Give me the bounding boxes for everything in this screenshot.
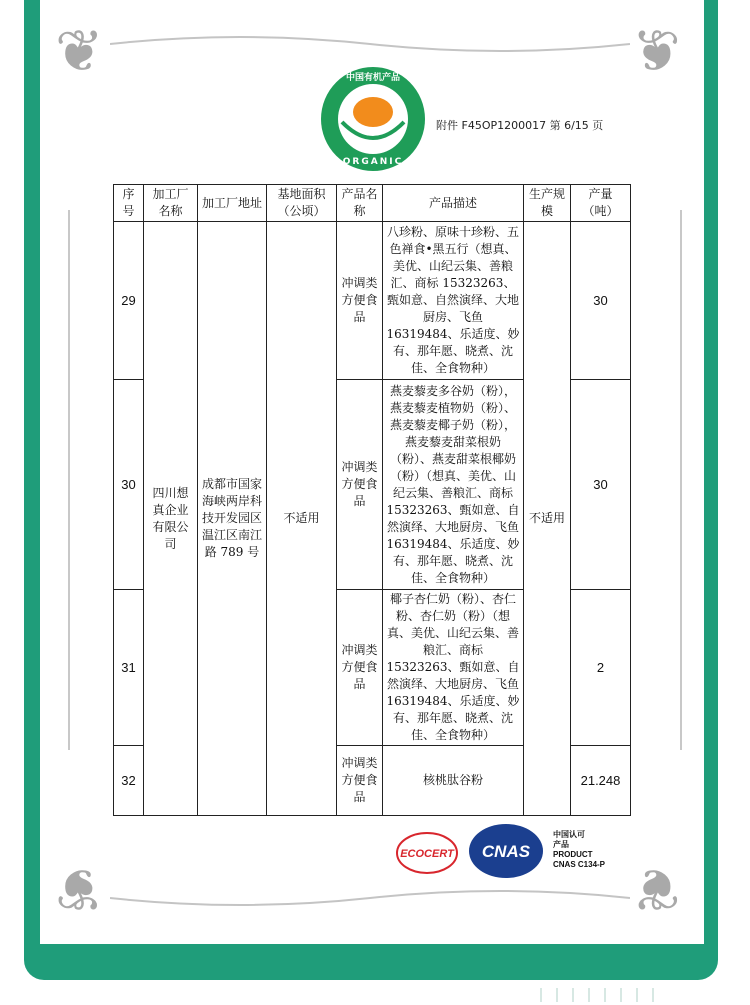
output-tons: 2 bbox=[571, 590, 631, 746]
row-no: 31 bbox=[114, 590, 144, 746]
header-factory-address: 加工厂地址 bbox=[198, 185, 267, 222]
header-product-name: 产品名称 bbox=[337, 185, 383, 222]
header-factory-name: 加工厂名称 bbox=[144, 185, 198, 222]
row-no: 29 bbox=[114, 222, 144, 380]
ornament-top-line bbox=[110, 34, 630, 54]
ornament-bottom-right-icon: ❦ bbox=[632, 855, 681, 923]
product-name: 冲调类方便食品 bbox=[337, 746, 383, 816]
product-desc: 核桃肽谷粉 bbox=[383, 746, 524, 816]
base-area: 不适用 bbox=[267, 222, 337, 816]
production-scale: 不适用 bbox=[524, 222, 571, 816]
header-scale: 生产规模 bbox=[524, 185, 571, 222]
ornament-bottom-left-icon: ❦ bbox=[55, 855, 104, 923]
product-name: 冲调类方便食品 bbox=[337, 222, 383, 380]
output-tons: 30 bbox=[571, 380, 631, 590]
china-organic-logo bbox=[318, 64, 428, 174]
cnas-line-1: 中国认可 bbox=[553, 830, 585, 839]
attachment-page-info: 附件 F45OP1200017 第 6/15 页 bbox=[436, 119, 604, 132]
product-table bbox=[113, 184, 631, 816]
cnas-logo bbox=[467, 822, 545, 880]
decorative-stripes bbox=[540, 988, 720, 1002]
ecocert-text: ECOCERT bbox=[400, 848, 454, 860]
output-tons: 21.248 bbox=[571, 746, 631, 816]
row-no: 30 bbox=[114, 380, 144, 590]
header-no: 序号 bbox=[114, 185, 144, 222]
cnas-line-4: CNAS C134-P bbox=[553, 860, 606, 869]
output-tons: 30 bbox=[571, 222, 631, 380]
product-desc: 椰子杏仁奶（粉）、杏仁粉、杏仁奶（粉）（想真、美优、山纪云集、善粮汇、商标 15323263、甄如意、自然演绎、大地厨房、飞鱼 16319484、乐适度、妙有、那年愿、晓煮、沈佳、全食物种） bbox=[383, 590, 524, 746]
table-header-row bbox=[114, 185, 631, 222]
cnas-line-2: 产品 bbox=[553, 840, 569, 849]
cnas-product-label bbox=[553, 830, 605, 870]
logo-bottom-text: ORGANIC bbox=[342, 157, 404, 167]
ornament-bottom-line bbox=[110, 888, 630, 908]
ornament-right-border bbox=[672, 210, 690, 750]
ornament-left-border bbox=[60, 210, 78, 750]
certification-logos bbox=[395, 822, 635, 882]
ornament-top-left-icon: ❦ bbox=[55, 17, 104, 85]
cnas-text: CNAS bbox=[481, 842, 531, 861]
product-name: 冲调类方便食品 bbox=[337, 380, 383, 590]
product-desc: 八珍粉、原味十珍粉、五色禅食•黑五行（想真、美优、山纪云集、善粮汇、商标 15323263、甄如意、自然演绎、大地厨房、飞鱼 16319484、乐适度、妙有、那年愿、晓煮、沈佳、全食物种） bbox=[383, 222, 524, 380]
header-base-area: 基地面积（公顷） bbox=[267, 185, 337, 222]
ornament-top-right-icon: ❦ bbox=[632, 17, 681, 85]
cnas-line-3: PRODUCT bbox=[553, 850, 593, 859]
row-no: 32 bbox=[114, 746, 144, 816]
product-name: 冲调类方便食品 bbox=[337, 590, 383, 746]
header-product-desc: 产品描述 bbox=[383, 185, 524, 222]
company-address: 成都市国家海峡两岸科技开发园区温江区南江路 789 号 bbox=[198, 222, 267, 816]
ecocert-logo bbox=[395, 830, 461, 876]
header-output: 产量（吨） bbox=[571, 185, 631, 222]
company-name: 四川想真企业有限公司 bbox=[144, 222, 198, 816]
logo-top-text: 中国有机产品 bbox=[345, 73, 401, 83]
table-row bbox=[114, 222, 631, 380]
product-desc: 燕麦藜麦多谷奶（粉），燕麦藜麦植物奶（粉）、燕麦藜麦椰子奶（粉），燕麦藜麦甜菜根奶（粉）、燕麦甜菜根椰奶（粉）（想真、美优、山纪云集、善粮汇、商标 15323263、甄如意、自然演绎、大地厨房、飞鱼 16319484、乐适度、妙有、那年愿、晓煮、沈佳、全食物种） bbox=[383, 380, 524, 590]
